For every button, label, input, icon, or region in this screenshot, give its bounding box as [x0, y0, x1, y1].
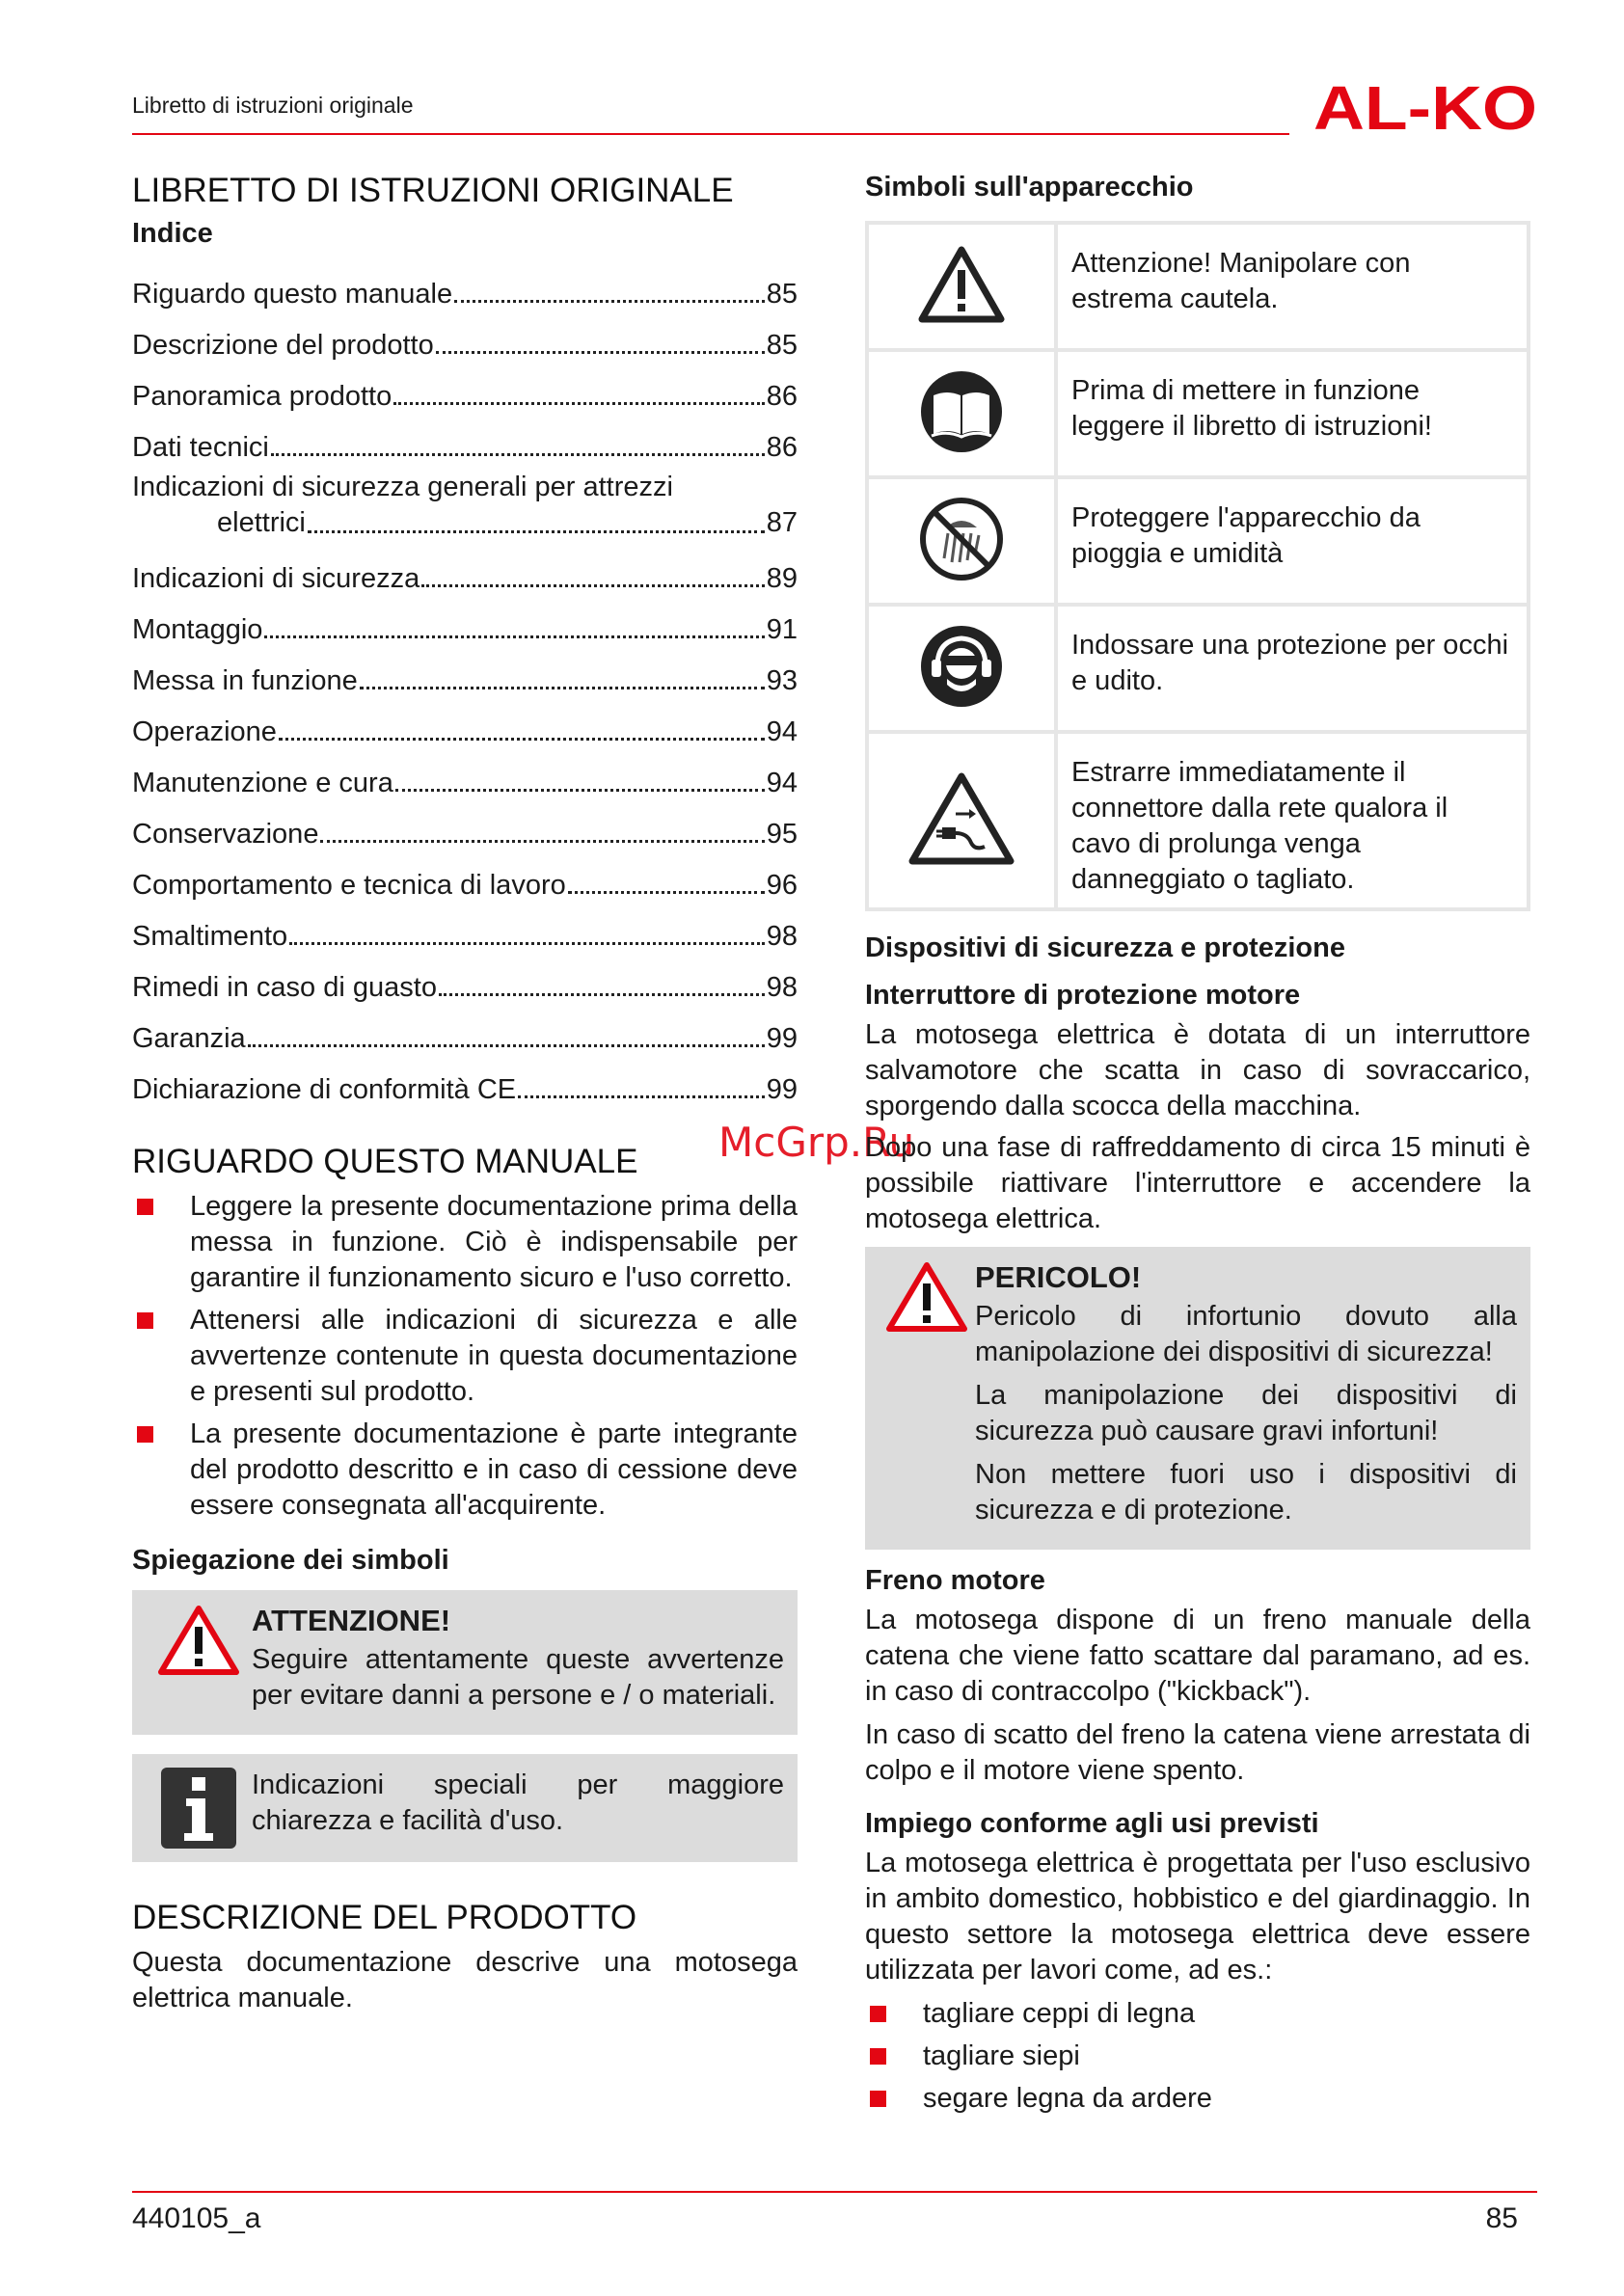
table-of-contents [132, 259, 798, 1106]
product-description-heading: DESCRIZIONE DEL PRODOTTO [132, 1899, 637, 1936]
right-column [865, 172, 1530, 2123]
about-manual-heading: RIGUARDO QUESTO MANUALE [132, 1143, 638, 1180]
list-item: Attenersi alle indicazioni di sicurezza e alle avvertenze contenute in questa documentazione e presenti sul prodotto. [132, 1303, 798, 1410]
table-row [867, 605, 1529, 732]
read-manual-icon [918, 368, 1005, 455]
toc-entry[interactable]: Riguardo questo manuale 85 [132, 279, 798, 310]
toc-entry[interactable]: Rimedi in caso di guasto 98 [132, 972, 798, 1003]
list-item: Leggere la presente documentazione prima della messa in funzione. Ciò è indispensabile per garantire il funzionamento sicuro e l'uso corretto. [132, 1189, 798, 1296]
safety-devices-heading: Dispositivi di sicurezza e protezione [865, 932, 1345, 963]
bullet-square-icon [137, 1426, 153, 1443]
toc-entry[interactable]: Dati tecnici 86 [132, 432, 798, 463]
info-notice [132, 1754, 798, 1862]
toc-entry[interactable]: Manutenzione e cura 94 [132, 768, 798, 798]
danger-text-1: Pericolo di infortunio dovuto alla manipolazione dei dispositivi di sicurezza! [975, 1301, 1517, 1367]
danger-title: PERICOLO! [975, 1260, 1142, 1294]
intended-use-text: La motosega elettrica è progettata per l'uso esclusivo in ambito domestico, hobbistico e del giardinaggio. In questo settore la motosega elettrica deve essere utilizzata per lavori come, ad es.: [865, 1848, 1530, 1985]
document-code: 440105_a [132, 2202, 261, 2234]
symbol-text: Estrarre immediatamente il connettore dalla rete qualora il cavo di prolunga venga danneggiato o tagliato. [1056, 732, 1529, 909]
unplug-cable-icon [907, 771, 1015, 866]
symbols-explanation-heading: Spiegazione dei simboli [132, 1545, 449, 1576]
toc-entry[interactable]: Indicazioni di sicurezza generali per attrezzi elettrici 87 [132, 472, 798, 538]
toc-entry[interactable]: Montaggio 91 [132, 614, 798, 645]
device-symbols-table [865, 221, 1530, 911]
info-text: Indicazioni speciali per maggiore chiarezza e facilità d'uso. [252, 1769, 784, 1836]
product-description-text: Questa documentazione descrive una motosega elettrica manuale. [132, 1947, 798, 2013]
symbol-text: Prima di mettere in funzione leggere il libretto di istruzioni! [1056, 350, 1529, 477]
index-title: Indice [132, 218, 213, 249]
toc-entry[interactable]: Smaltimento 98 [132, 921, 798, 952]
symbol-text: Proteggere l'apparecchio da pioggia e umidità [1056, 477, 1529, 605]
no-rain-icon [917, 495, 1006, 583]
table-row [867, 732, 1529, 909]
toc-entry[interactable]: Indicazioni di sicurezza 89 [132, 563, 798, 594]
warning-triangle-icon [157, 1604, 240, 1677]
toc-entry[interactable]: Panoramica prodotto 86 [132, 381, 798, 412]
header-title: Libretto di istruzioni originale [132, 93, 414, 118]
list-item: tagliare ceppi di legna [865, 1996, 1530, 2032]
danger-text-2: La manipolazione dei dispositivi di sicurezza può causare gravi infortuni! [975, 1380, 1517, 1446]
danger-text-3: Non mettere fuori uso i dispositivi di sicurezza e di protezione. [975, 1459, 1517, 1526]
bullet-square-icon [137, 1312, 153, 1329]
warning-triangle-icon [917, 245, 1006, 324]
main-title: LIBRETTO DI ISTRUZIONI ORIGINALE [132, 172, 734, 209]
logo-text: AL-KO [1313, 77, 1537, 137]
attention-notice [132, 1590, 798, 1735]
header-divider [132, 133, 1289, 135]
device-symbols-heading: Simboli sull'apparecchio [865, 172, 1194, 203]
symbol-text: Attenzione! Manipolare con estrema cautela. [1056, 223, 1529, 350]
toc-entry[interactable]: Garanzia 99 [132, 1023, 798, 1054]
about-manual-list [132, 1189, 798, 1524]
attention-text: Seguire attentamente queste avvertenze per evitare danni a persone e / o materiali. [252, 1644, 784, 1711]
watermark: McGrp.Ru [718, 1119, 915, 1166]
danger-notice [865, 1247, 1530, 1550]
table-row [867, 223, 1529, 350]
motor-brake-heading: Freno motore [865, 1565, 1045, 1596]
bullet-square-icon [870, 2091, 886, 2107]
toc-entry[interactable]: Messa in funzione 93 [132, 665, 798, 696]
motor-switch-text-2: Dopo una fase di raffreddamento di circa 15 minuti è possibile riattivare l'interruttore e accendere la motosega elettrica. [865, 1132, 1530, 1234]
table-row [867, 477, 1529, 605]
list-item: tagliare siepi [865, 2039, 1530, 2074]
intended-use-list [865, 1996, 1530, 2117]
toc-entry[interactable]: Dichiarazione di conformità CE 99 [132, 1074, 798, 1105]
list-item: La presente documentazione è parte integrante del prodotto descritto e in caso di cessione deve essere consegnata all'acquirente. [132, 1417, 798, 1524]
intended-use-heading: Impiego conforme agli usi previsti [865, 1808, 1319, 1839]
toc-entry[interactable]: Descrizione del prodotto 85 [132, 330, 798, 361]
page-number: 85 [1485, 2202, 1518, 2234]
info-icon [161, 1768, 236, 1849]
list-item: segare legna da ardere [865, 2081, 1530, 2117]
bullet-square-icon [137, 1199, 153, 1215]
bullet-square-icon [870, 2048, 886, 2065]
motor-switch-text-1: La motosega elettrica è dotata di un interruttore salvamotore che scatta in caso di sovraccarico, sporgendo dalla scocca della macchina. [865, 1019, 1530, 1121]
toc-entry[interactable]: Conservazione 95 [132, 819, 798, 850]
alko-logo [1313, 77, 1537, 137]
motor-brake-text-2: In caso di scatto del freno la catena viene arrestata di colpo e il motore viene spento. [865, 1719, 1530, 1786]
table-row [867, 350, 1529, 477]
bullet-square-icon [870, 2006, 886, 2022]
symbol-text: Indossare una protezione per occhi e udito. [1056, 605, 1529, 732]
toc-entry[interactable]: Operazione 94 [132, 716, 798, 747]
warning-triangle-icon [885, 1260, 968, 1334]
toc-entry[interactable]: Comportamento e tecnica di lavoro 96 [132, 870, 798, 901]
attention-title: ATTENZIONE! [252, 1604, 451, 1637]
eye-ear-protection-icon [918, 623, 1005, 710]
motor-switch-heading: Interruttore di protezione motore [865, 980, 1301, 1011]
left-column [132, 172, 798, 2016]
footer-divider [132, 2191, 1537, 2193]
motor-brake-text-1: La motosega dispone di un freno manuale della catena che viene fatto scattare dal paramano, ad es. in caso di contraccolpo ("kickback"). [865, 1605, 1530, 1707]
